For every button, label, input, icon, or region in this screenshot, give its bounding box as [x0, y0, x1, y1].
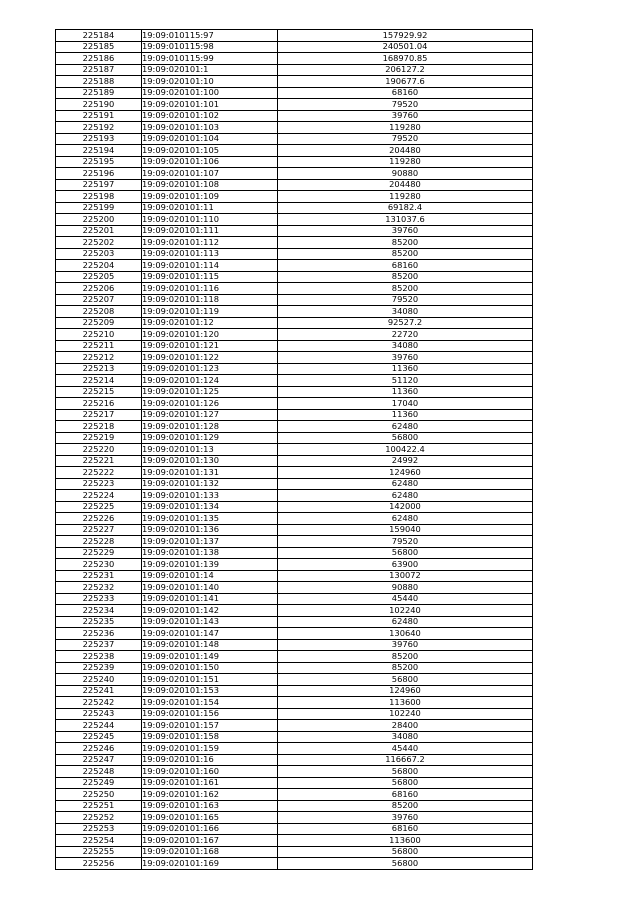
value-cell: 119280 — [278, 156, 533, 168]
value-cell: 39760 — [278, 352, 533, 364]
cadastral-number-cell: 19:09:020101:150 — [142, 662, 278, 674]
cadastral-number-cell: 19:09:020101:14 — [142, 570, 278, 582]
cadastral-number-cell: 19:09:020101:160 — [142, 766, 278, 778]
cadastral-number-cell: 19:09:020101:10 — [142, 76, 278, 88]
table-row — [56, 168, 533, 180]
table-row — [56, 444, 533, 456]
cadastral-number-cell: 19:09:020101:125 — [142, 386, 278, 398]
cadastral-number-cell: 19:09:020101:142 — [142, 605, 278, 617]
row-id-cell: 225195 — [56, 156, 142, 168]
table-row — [56, 674, 533, 686]
row-id-cell: 225202 — [56, 237, 142, 249]
row-id-cell: 225220 — [56, 444, 142, 456]
table-row — [56, 386, 533, 398]
row-id-cell: 225205 — [56, 271, 142, 283]
cadastral-number-cell: 19:09:020101:114 — [142, 260, 278, 272]
value-cell: 56800 — [278, 846, 533, 858]
cadastral-number-cell: 19:09:020101:159 — [142, 743, 278, 755]
row-id-cell: 225207 — [56, 294, 142, 306]
value-cell: 22720 — [278, 329, 533, 341]
value-cell: 62480 — [278, 478, 533, 490]
row-id-cell: 225206 — [56, 283, 142, 295]
cadastral-number-cell: 19:09:020101:143 — [142, 616, 278, 628]
value-cell: 100422.4 — [278, 444, 533, 456]
cadastral-number-cell: 19:09:020101:122 — [142, 352, 278, 364]
cadastral-number-cell: 19:09:010115:98 — [142, 41, 278, 53]
table-row — [56, 352, 533, 364]
cadastral-number-cell: 19:09:020101:138 — [142, 547, 278, 559]
table-row — [56, 283, 533, 295]
cadastral-number-cell: 19:09:020101:131 — [142, 467, 278, 479]
value-cell: 240501.04 — [278, 41, 533, 53]
cadastral-number-cell: 19:09:020101:120 — [142, 329, 278, 341]
cadastral-number-cell: 19:09:020101:100 — [142, 87, 278, 99]
table-row — [56, 685, 533, 697]
cadastral-number-cell: 19:09:020101:130 — [142, 455, 278, 467]
value-cell: 39760 — [278, 110, 533, 122]
value-cell: 168970.85 — [278, 53, 533, 65]
value-cell: 11360 — [278, 409, 533, 421]
table-row — [56, 145, 533, 157]
row-id-cell: 225203 — [56, 248, 142, 260]
table-row — [56, 547, 533, 559]
value-cell: 56800 — [278, 674, 533, 686]
row-id-cell: 225189 — [56, 87, 142, 99]
value-cell: 85200 — [278, 248, 533, 260]
table-row — [56, 133, 533, 145]
row-id-cell: 225238 — [56, 651, 142, 663]
value-cell: 92527.2 — [278, 317, 533, 329]
row-id-cell: 225201 — [56, 225, 142, 237]
value-cell: 204480 — [278, 145, 533, 157]
table-row — [56, 156, 533, 168]
cadastral-number-cell: 19:09:020101:158 — [142, 731, 278, 743]
row-id-cell: 225194 — [56, 145, 142, 157]
cadastral-number-cell: 19:09:020101:126 — [142, 398, 278, 410]
cadastral-number-cell: 19:09:020101:112 — [142, 237, 278, 249]
value-cell: 79520 — [278, 294, 533, 306]
value-cell: 131037.6 — [278, 214, 533, 226]
value-cell: 85200 — [278, 662, 533, 674]
row-id-cell: 225193 — [56, 133, 142, 145]
row-id-cell: 225214 — [56, 375, 142, 387]
value-cell: 79520 — [278, 99, 533, 111]
row-id-cell: 225190 — [56, 99, 142, 111]
row-id-cell: 225235 — [56, 616, 142, 628]
table-row — [56, 398, 533, 410]
value-cell: 124960 — [278, 467, 533, 479]
row-id-cell: 225227 — [56, 524, 142, 536]
value-cell: 62480 — [278, 421, 533, 433]
row-id-cell: 225199 — [56, 202, 142, 214]
cadastral-number-cell: 19:09:020101:101 — [142, 99, 278, 111]
row-id-cell: 225251 — [56, 800, 142, 812]
value-cell: 79520 — [278, 133, 533, 145]
value-cell: 68160 — [278, 87, 533, 99]
row-id-cell: 225216 — [56, 398, 142, 410]
value-cell: 124960 — [278, 685, 533, 697]
table-row — [56, 639, 533, 651]
row-id-cell: 225237 — [56, 639, 142, 651]
row-id-cell: 225248 — [56, 766, 142, 778]
table-row — [56, 720, 533, 732]
row-id-cell: 225221 — [56, 455, 142, 467]
value-cell: 34080 — [278, 340, 533, 352]
cadastral-number-cell: 19:09:020101:103 — [142, 122, 278, 134]
table-row — [56, 179, 533, 191]
value-cell: 17040 — [278, 398, 533, 410]
value-cell: 68160 — [278, 789, 533, 801]
row-id-cell: 225244 — [56, 720, 142, 732]
value-cell: 45440 — [278, 743, 533, 755]
table-row — [56, 490, 533, 502]
cadastral-number-cell: 19:09:020101:162 — [142, 789, 278, 801]
table-row — [56, 329, 533, 341]
table-row — [56, 110, 533, 122]
cadastral-number-cell: 19:09:020101:108 — [142, 179, 278, 191]
row-id-cell: 225222 — [56, 467, 142, 479]
row-id-cell: 225188 — [56, 76, 142, 88]
table-row — [56, 409, 533, 421]
cadastral-number-cell: 19:09:020101:110 — [142, 214, 278, 226]
table-row — [56, 789, 533, 801]
row-id-cell: 225242 — [56, 697, 142, 709]
row-id-cell: 225210 — [56, 329, 142, 341]
value-cell: 116667.2 — [278, 754, 533, 766]
row-id-cell: 225247 — [56, 754, 142, 766]
cadastral-number-cell: 19:09:020101:109 — [142, 191, 278, 203]
row-id-cell: 225228 — [56, 536, 142, 548]
value-cell: 190677.6 — [278, 76, 533, 88]
row-id-cell: 225240 — [56, 674, 142, 686]
table-row — [56, 593, 533, 605]
cadastral-number-cell: 19:09:020101:148 — [142, 639, 278, 651]
value-cell: 85200 — [278, 651, 533, 663]
value-cell: 56800 — [278, 858, 533, 870]
table-row — [56, 237, 533, 249]
table-row — [56, 513, 533, 525]
row-id-cell: 225250 — [56, 789, 142, 801]
row-id-cell: 225252 — [56, 812, 142, 824]
table-row — [56, 777, 533, 789]
value-cell: 28400 — [278, 720, 533, 732]
value-cell: 69182.4 — [278, 202, 533, 214]
table-body — [56, 30, 533, 870]
row-id-cell: 225184 — [56, 30, 142, 42]
row-id-cell: 225226 — [56, 513, 142, 525]
cadastral-number-cell: 19:09:010115:99 — [142, 53, 278, 65]
value-cell: 206127.2 — [278, 64, 533, 76]
cadastral-number-cell: 19:09:020101:147 — [142, 628, 278, 640]
table-row — [56, 812, 533, 824]
value-cell: 56800 — [278, 432, 533, 444]
table-row — [56, 731, 533, 743]
table-row — [56, 766, 533, 778]
cadastral-number-cell: 19:09:020101:128 — [142, 421, 278, 433]
row-id-cell: 225187 — [56, 64, 142, 76]
table-row — [56, 570, 533, 582]
table-row — [56, 651, 533, 663]
value-cell: 79520 — [278, 536, 533, 548]
value-cell: 102240 — [278, 605, 533, 617]
value-cell: 90880 — [278, 582, 533, 594]
value-cell: 63900 — [278, 559, 533, 571]
table-row — [56, 260, 533, 272]
table-row — [56, 846, 533, 858]
row-id-cell: 225249 — [56, 777, 142, 789]
cadastral-number-cell: 19:09:020101:113 — [142, 248, 278, 260]
cadastral-number-cell: 19:09:020101:132 — [142, 478, 278, 490]
table-row — [56, 99, 533, 111]
row-id-cell: 225246 — [56, 743, 142, 755]
cadastral-number-cell: 19:09:020101:12 — [142, 317, 278, 329]
value-cell: 62480 — [278, 490, 533, 502]
value-cell: 68160 — [278, 260, 533, 272]
cadastral-number-cell: 19:09:020101:139 — [142, 559, 278, 571]
row-id-cell: 225209 — [56, 317, 142, 329]
value-cell: 11360 — [278, 386, 533, 398]
row-id-cell: 225198 — [56, 191, 142, 203]
cadastral-number-cell: 19:09:020101:153 — [142, 685, 278, 697]
table-row — [56, 41, 533, 53]
cadastral-number-cell: 19:09:020101:169 — [142, 858, 278, 870]
table-row — [56, 340, 533, 352]
cadastral-number-cell: 19:09:020101:136 — [142, 524, 278, 536]
table-row — [56, 432, 533, 444]
cadastral-number-cell: 19:09:020101:140 — [142, 582, 278, 594]
value-cell: 11360 — [278, 363, 533, 375]
row-id-cell: 225241 — [56, 685, 142, 697]
row-id-cell: 225256 — [56, 858, 142, 870]
value-cell: 62480 — [278, 616, 533, 628]
table-row — [56, 858, 533, 870]
cadastral-number-cell: 19:09:010115:97 — [142, 30, 278, 42]
cadastral-number-cell: 19:09:020101:129 — [142, 432, 278, 444]
cadastral-number-cell: 19:09:020101:123 — [142, 363, 278, 375]
table-row — [56, 823, 533, 835]
row-id-cell: 225215 — [56, 386, 142, 398]
table-row — [56, 30, 533, 42]
row-id-cell: 225225 — [56, 501, 142, 513]
row-id-cell: 225192 — [56, 122, 142, 134]
row-id-cell: 225245 — [56, 731, 142, 743]
row-id-cell: 225196 — [56, 168, 142, 180]
cadastral-number-cell: 19:09:020101:119 — [142, 306, 278, 318]
table-row — [56, 536, 533, 548]
cadastral-number-cell: 19:09:020101:111 — [142, 225, 278, 237]
row-id-cell: 225191 — [56, 110, 142, 122]
row-id-cell: 225229 — [56, 547, 142, 559]
cadastral-number-cell: 19:09:020101:154 — [142, 697, 278, 709]
value-cell: 56800 — [278, 777, 533, 789]
table-row — [56, 455, 533, 467]
value-cell: 130640 — [278, 628, 533, 640]
table-row — [56, 122, 533, 134]
value-cell: 102240 — [278, 708, 533, 720]
cadastral-number-cell: 19:09:020101:149 — [142, 651, 278, 663]
row-id-cell: 225212 — [56, 352, 142, 364]
value-cell: 119280 — [278, 122, 533, 134]
value-cell: 56800 — [278, 766, 533, 778]
cadastral-number-cell: 19:09:020101:16 — [142, 754, 278, 766]
cadastral-number-cell: 19:09:020101:118 — [142, 294, 278, 306]
table-row — [56, 202, 533, 214]
value-cell: 204480 — [278, 179, 533, 191]
cadastral-number-cell: 19:09:020101:168 — [142, 846, 278, 858]
cadastral-number-cell: 19:09:020101:11 — [142, 202, 278, 214]
table-row — [56, 835, 533, 847]
value-cell: 62480 — [278, 513, 533, 525]
cadastral-number-cell: 19:09:020101:167 — [142, 835, 278, 847]
row-id-cell: 225253 — [56, 823, 142, 835]
row-id-cell: 225213 — [56, 363, 142, 375]
value-cell: 85200 — [278, 271, 533, 283]
cadastral-number-cell: 19:09:020101:102 — [142, 110, 278, 122]
row-id-cell: 225232 — [56, 582, 142, 594]
table-row — [56, 375, 533, 387]
cadastral-number-cell: 19:09:020101:104 — [142, 133, 278, 145]
cadastral-number-cell: 19:09:020101:115 — [142, 271, 278, 283]
value-cell: 113600 — [278, 697, 533, 709]
row-id-cell: 225204 — [56, 260, 142, 272]
row-id-cell: 225234 — [56, 605, 142, 617]
table-row — [56, 317, 533, 329]
table-row — [56, 306, 533, 318]
cadastral-number-cell: 19:09:020101:156 — [142, 708, 278, 720]
value-cell: 51120 — [278, 375, 533, 387]
cadastral-number-cell: 19:09:020101:106 — [142, 156, 278, 168]
cadastral-number-cell: 19:09:020101:135 — [142, 513, 278, 525]
table-row — [56, 754, 533, 766]
table-row — [56, 605, 533, 617]
cadastral-number-cell: 19:09:020101:133 — [142, 490, 278, 502]
table-row — [56, 191, 533, 203]
value-cell: 159040 — [278, 524, 533, 536]
cadastral-number-cell: 19:09:020101:116 — [142, 283, 278, 295]
table-row — [56, 743, 533, 755]
table-row — [56, 214, 533, 226]
cadastral-number-cell: 19:09:020101:165 — [142, 812, 278, 824]
cadastral-number-cell: 19:09:020101:124 — [142, 375, 278, 387]
cadastral-number-cell: 19:09:020101:134 — [142, 501, 278, 513]
cadastral-number-cell: 19:09:020101:157 — [142, 720, 278, 732]
cadastral-number-cell: 19:09:020101:105 — [142, 145, 278, 157]
row-id-cell: 225185 — [56, 41, 142, 53]
table-row — [56, 501, 533, 513]
row-id-cell: 225200 — [56, 214, 142, 226]
value-cell: 85200 — [278, 800, 533, 812]
cadastral-number-cell: 19:09:020101:13 — [142, 444, 278, 456]
table-row — [56, 582, 533, 594]
table-row — [56, 421, 533, 433]
table-row — [56, 616, 533, 628]
row-id-cell: 225236 — [56, 628, 142, 640]
table-row — [56, 64, 533, 76]
value-cell: 56800 — [278, 547, 533, 559]
value-cell: 85200 — [278, 283, 533, 295]
cadastral-number-cell: 19:09:020101:161 — [142, 777, 278, 789]
row-id-cell: 225254 — [56, 835, 142, 847]
value-cell: 39760 — [278, 812, 533, 824]
table-row — [56, 76, 533, 88]
row-id-cell: 225243 — [56, 708, 142, 720]
cadastral-number-cell: 19:09:020101:121 — [142, 340, 278, 352]
table-row — [56, 271, 533, 283]
row-id-cell: 225208 — [56, 306, 142, 318]
row-id-cell: 225186 — [56, 53, 142, 65]
value-cell: 39760 — [278, 225, 533, 237]
row-id-cell: 225233 — [56, 593, 142, 605]
cadastral-number-cell: 19:09:020101:141 — [142, 593, 278, 605]
table-row — [56, 559, 533, 571]
table-row — [56, 294, 533, 306]
value-cell: 157929.92 — [278, 30, 533, 42]
cadastral-number-cell: 19:09:020101:137 — [142, 536, 278, 548]
value-cell: 90880 — [278, 168, 533, 180]
table-row — [56, 524, 533, 536]
value-cell: 34080 — [278, 731, 533, 743]
table-row — [56, 248, 533, 260]
table-row — [56, 225, 533, 237]
value-cell: 130072 — [278, 570, 533, 582]
row-id-cell: 225255 — [56, 846, 142, 858]
value-cell: 68160 — [278, 823, 533, 835]
value-cell: 142000 — [278, 501, 533, 513]
value-cell: 39760 — [278, 639, 533, 651]
value-cell: 45440 — [278, 593, 533, 605]
table-row — [56, 53, 533, 65]
row-id-cell: 225231 — [56, 570, 142, 582]
table-row — [56, 467, 533, 479]
row-id-cell: 225211 — [56, 340, 142, 352]
row-id-cell: 225230 — [56, 559, 142, 571]
table-row — [56, 363, 533, 375]
table-row — [56, 662, 533, 674]
value-cell: 24992 — [278, 455, 533, 467]
data-table — [55, 29, 533, 870]
cadastral-number-cell: 19:09:020101:166 — [142, 823, 278, 835]
row-id-cell: 225219 — [56, 432, 142, 444]
table-row — [56, 800, 533, 812]
table-row — [56, 708, 533, 720]
row-id-cell: 225218 — [56, 421, 142, 433]
value-cell: 119280 — [278, 191, 533, 203]
value-cell: 85200 — [278, 237, 533, 249]
cadastral-number-cell: 19:09:020101:163 — [142, 800, 278, 812]
row-id-cell: 225239 — [56, 662, 142, 674]
cadastral-number-cell: 19:09:020101:127 — [142, 409, 278, 421]
value-cell: 34080 — [278, 306, 533, 318]
cadastral-number-cell: 19:09:020101:107 — [142, 168, 278, 180]
table-row — [56, 697, 533, 709]
row-id-cell: 225224 — [56, 490, 142, 502]
row-id-cell: 225217 — [56, 409, 142, 421]
table-row — [56, 478, 533, 490]
value-cell: 113600 — [278, 835, 533, 847]
cadastral-number-cell: 19:09:020101:1 — [142, 64, 278, 76]
cadastral-number-cell: 19:09:020101:151 — [142, 674, 278, 686]
table-row — [56, 87, 533, 99]
row-id-cell: 225223 — [56, 478, 142, 490]
table-row — [56, 628, 533, 640]
row-id-cell: 225197 — [56, 179, 142, 191]
